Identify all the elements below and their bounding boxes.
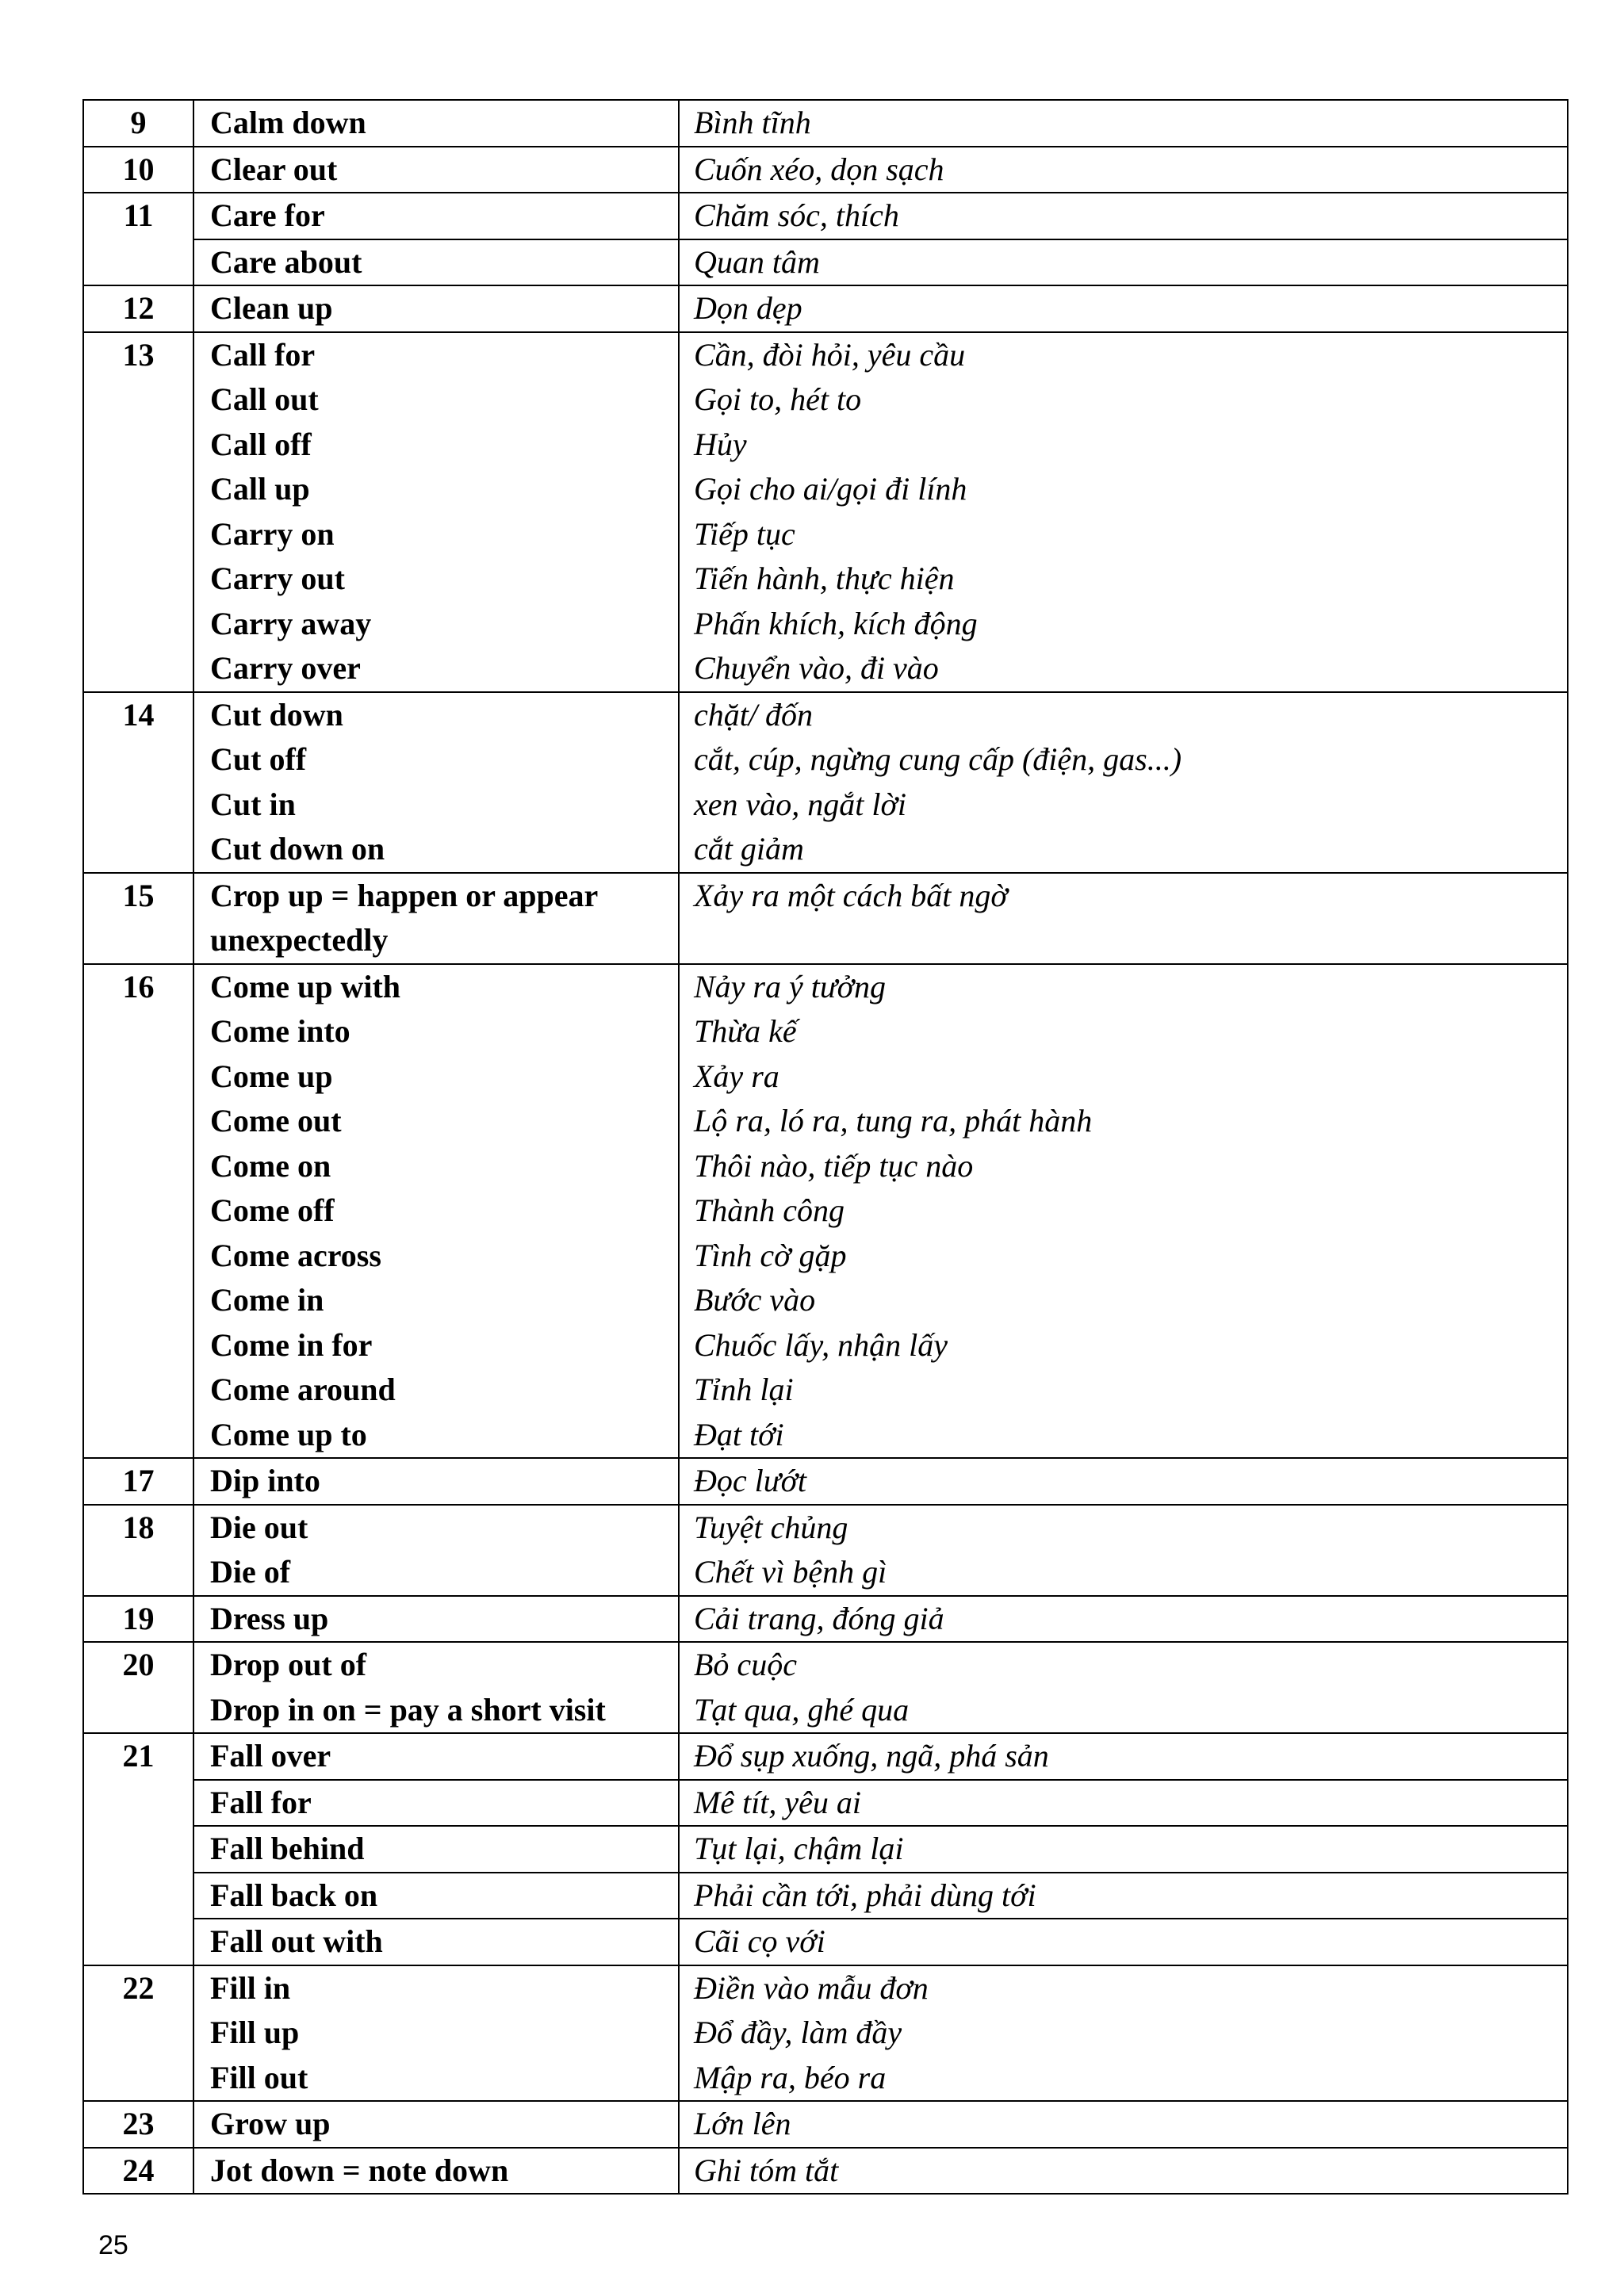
phrase-text: Come up to (210, 1416, 367, 1452)
meaning-text: chặt/ đốn (694, 696, 813, 733)
phrase-text: Come across (210, 1237, 381, 1273)
meaning-text: Tạt qua, ghé qua (694, 1691, 910, 1728)
meaning-cell (679, 1826, 1568, 1873)
meaning-cell (679, 964, 1568, 1459)
phrase-text: Come into (210, 1013, 350, 1049)
table-body (83, 100, 1568, 2194)
phrase-text: Crop up = happen or appear (210, 877, 599, 913)
phrase-text: Calm down (210, 105, 366, 140)
phrase-text: Fill in (210, 1969, 291, 2006)
phrasal-verb-table (82, 99, 1568, 2195)
phrase-cell (193, 100, 679, 147)
phrase-text: Carry out (210, 561, 345, 596)
meaning-text: Điền vào mẫu đơn (694, 1969, 929, 2006)
meaning-text: Tình cờ gặp (694, 1237, 847, 1273)
row-number: 12 (83, 285, 193, 332)
meaning-cell (679, 332, 1568, 692)
meaning-text: Hủy (694, 426, 747, 462)
meaning-text: Xảy ra (694, 1058, 779, 1094)
phrase-text: Come in for (210, 1326, 373, 1363)
table-row (83, 1873, 1568, 1919)
phrase-cell (193, 1642, 679, 1733)
phrase-cell (193, 1919, 679, 1965)
meaning-text: Bình tĩnh (694, 105, 811, 140)
table-row (83, 1458, 1568, 1505)
phrase-text: unexpectedly (210, 922, 389, 958)
phrase-text: Carry on (210, 515, 335, 552)
meaning-text: Nảy ra ý tưởng (694, 968, 887, 1004)
meaning-text: Đổ sụp xuống, ngã, phá sản (694, 1738, 1049, 1774)
meaning-text: Tiến hành, thực hiện (694, 561, 955, 596)
meaning-text (694, 918, 1567, 963)
phrase-text: Jot down = note down (210, 2152, 509, 2188)
phrase-text: Come up (210, 1058, 333, 1094)
table-row (83, 147, 1568, 193)
meaning-text: Cải trang, đóng giả (694, 1600, 944, 1636)
table-row (83, 239, 1568, 286)
phrase-text: Clear out (210, 151, 338, 187)
phrase-cell (193, 332, 679, 692)
table-row (83, 1919, 1568, 1965)
phrase-text: Cut off (210, 741, 307, 777)
phrase-cell (193, 692, 679, 873)
phrase-text: Clean up (210, 290, 333, 326)
meaning-text: Thành công (694, 1192, 845, 1228)
meaning-cell (679, 1505, 1568, 1596)
phrase-text: Grow up (210, 2106, 331, 2141)
table-row (83, 1642, 1568, 1733)
row-number: 10 (83, 147, 193, 193)
meaning-cell (679, 1642, 1568, 1733)
table-row (83, 1780, 1568, 1827)
meaning-text: Chuyển vào, đi vào (694, 650, 939, 686)
phrase-cell (193, 1733, 679, 1780)
meaning-cell (679, 1780, 1568, 1827)
phrase-text: Drop in on = pay a short visit (210, 1691, 606, 1728)
phrase-text: Fill out (210, 2059, 308, 2095)
table-row (83, 1965, 1568, 2102)
meaning-text: Đọc lướt (694, 1463, 807, 1498)
meaning-cell (679, 147, 1568, 193)
phrase-cell (193, 873, 679, 964)
table-row (83, 964, 1568, 1459)
row-number: 13 (83, 332, 193, 692)
row-number: 17 (83, 1458, 193, 1505)
phrase-text: Come around (210, 1372, 396, 1407)
meaning-text: Mê tít, yêu ai (694, 1784, 862, 1820)
row-number: 16 (83, 964, 193, 1459)
phrase-cell (193, 1458, 679, 1505)
phrase-text: Come up with (210, 968, 401, 1004)
row-number: 20 (83, 1642, 193, 1733)
phrase-text: Carry away (210, 605, 372, 641)
meaning-cell (679, 285, 1568, 332)
phrase-text: Fall out with (210, 1923, 383, 1959)
phrase-text: Call off (210, 426, 312, 462)
phrase-cell (193, 1873, 679, 1919)
meaning-text: Gọi to, hét to (694, 381, 862, 417)
table-row (83, 1733, 1568, 1780)
meaning-cell (679, 193, 1568, 239)
meaning-text: Gọi cho ai/gọi đi lính (694, 471, 967, 507)
meaning-text: Bước vào (694, 1282, 816, 1318)
table-row (83, 285, 1568, 332)
meaning-text: Mập ra, béo ra (694, 2059, 887, 2095)
meaning-text: Phấn khích, kích động (694, 605, 978, 641)
table-row (83, 1505, 1568, 1596)
phrase-text: Fall behind (210, 1831, 365, 1866)
table-row (83, 692, 1568, 873)
meaning-text: Phải cần tới, phải dùng tới (694, 1877, 1036, 1913)
meaning-text: Lớn lên (694, 2106, 791, 2141)
row-number: 19 (83, 1596, 193, 1643)
meaning-cell (679, 873, 1568, 964)
row-number: 11 (83, 193, 193, 285)
row-number: 15 (83, 873, 193, 964)
meaning-cell (679, 1965, 1568, 2102)
meaning-text: Tụt lại, chậm lại (694, 1831, 904, 1866)
table-row (83, 1826, 1568, 1873)
meaning-cell (679, 239, 1568, 286)
meaning-text: Cần, đòi hỏi, yêu cầu (694, 336, 966, 373)
meaning-text: xen vào, ngắt lời (694, 786, 906, 822)
row-number: 9 (83, 100, 193, 147)
meaning-text: Ghi tóm tắt (694, 2152, 839, 2188)
row-number: 22 (83, 1965, 193, 2102)
row-number: 18 (83, 1505, 193, 1596)
phrase-text: Care for (210, 197, 325, 233)
phrase-text: Come off (210, 1192, 335, 1228)
meaning-cell (679, 1596, 1568, 1643)
phrase-cell (193, 1826, 679, 1873)
table-row (83, 1596, 1568, 1643)
phrase-cell (193, 1596, 679, 1643)
phrase-cell (193, 964, 679, 1459)
phrase-text: Fall back on (210, 1877, 378, 1913)
meaning-text: Cuốn xéo, dọn sạch (694, 151, 944, 187)
table-row (83, 100, 1568, 147)
table-row (83, 193, 1568, 239)
table-row (83, 332, 1568, 692)
meaning-text: cắt, cúp, ngừng cung cấp (điện, gas...) (694, 741, 1182, 777)
meaning-cell (679, 2101, 1568, 2148)
meaning-text: Bỏ cuộc (694, 1647, 797, 1682)
phrase-text: Come on (210, 1147, 331, 1184)
meaning-text: Chăm sóc, thích (694, 197, 899, 233)
phrase-cell (193, 2148, 679, 2195)
phrase-cell (193, 285, 679, 332)
phrase-text: Call for (210, 336, 316, 373)
meaning-cell (679, 1733, 1568, 1780)
phrase-text: Die of (210, 1554, 291, 1590)
phrase-text: Care about (210, 243, 362, 280)
page-number: 25 (98, 2230, 128, 2260)
meaning-text: Tỉnh lại (694, 1372, 794, 1407)
phrase-text: Cut in (210, 786, 296, 822)
meaning-text: Xảy ra một cách bất ngờ (694, 877, 1008, 913)
meaning-text: Tiếp tục (694, 515, 795, 552)
phrase-cell (193, 193, 679, 239)
phrase-text: Come in (210, 1282, 324, 1318)
meaning-cell (679, 1919, 1568, 1965)
phrase-text: Drop out of (210, 1647, 367, 1682)
phrase-text: Die out (210, 1509, 308, 1545)
row-number: 21 (83, 1733, 193, 1965)
row-number: 14 (83, 692, 193, 873)
meaning-text: Cãi cọ với (694, 1923, 825, 1959)
phrase-text: Call up (210, 471, 310, 507)
meaning-text: Thôi nào, tiếp tục nào (694, 1147, 974, 1184)
phrase-cell (193, 1965, 679, 2102)
meaning-text: Đổ đầy, làm đầy (694, 2015, 902, 2050)
phrase-text: Come out (210, 1103, 342, 1138)
table-row (83, 873, 1568, 964)
row-number: 24 (83, 2148, 193, 2195)
meaning-cell (679, 1458, 1568, 1505)
phrase-text: Cut down on (210, 831, 385, 867)
phrase-cell (193, 1505, 679, 1596)
meaning-text: Chết vì bệnh gì (694, 1554, 887, 1590)
table-row (83, 2148, 1568, 2195)
phrase-text: Dress up (210, 1600, 329, 1636)
phrase-text: Fall for (210, 1784, 312, 1820)
meaning-text: Dọn dẹp (694, 290, 802, 326)
phrase-text: Call out (210, 381, 319, 417)
meaning-text: Quan tâm (694, 243, 820, 280)
phrase-text: Fall over (210, 1738, 331, 1774)
meaning-cell (679, 2148, 1568, 2195)
phrase-cell (193, 239, 679, 286)
meaning-text: Đạt tới (694, 1416, 784, 1452)
phrase-cell (193, 147, 679, 193)
meaning-text: cắt giảm (694, 831, 804, 867)
row-number: 23 (83, 2101, 193, 2148)
phrase-text: Carry over (210, 650, 361, 686)
phrase-text: Cut down (210, 696, 343, 733)
meaning-cell (679, 100, 1568, 147)
meaning-text: Chuốc lấy, nhận lấy (694, 1326, 948, 1363)
meaning-text: Thừa kế (694, 1013, 797, 1049)
phrase-text: Fill up (210, 2015, 300, 2050)
phrase-cell (193, 1780, 679, 1827)
phrase-text: Dip into (210, 1463, 320, 1498)
phrase-cell (193, 2101, 679, 2148)
meaning-cell (679, 1873, 1568, 1919)
table-row (83, 2101, 1568, 2148)
meaning-text: Tuyệt chủng (694, 1509, 848, 1545)
meaning-text: Lộ ra, ló ra, tung ra, phát hành (694, 1103, 1093, 1138)
meaning-cell (679, 692, 1568, 873)
